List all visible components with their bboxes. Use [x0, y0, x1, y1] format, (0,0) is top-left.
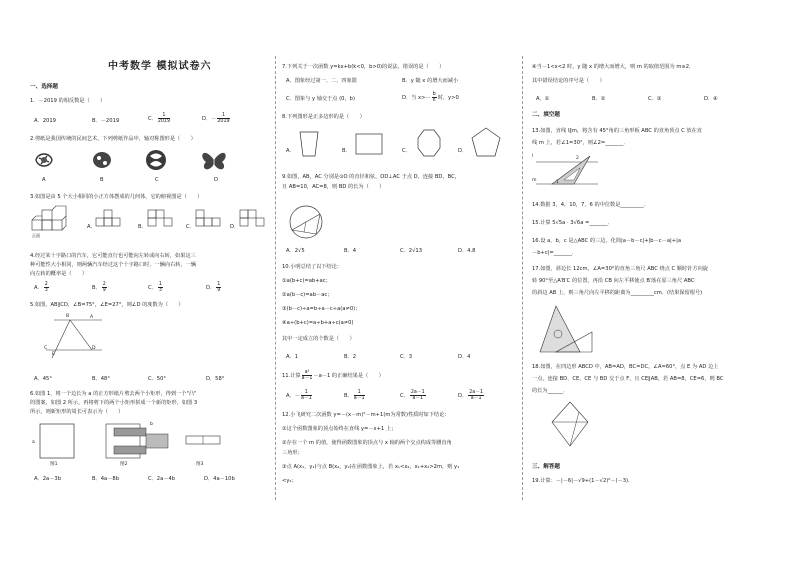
- question-17-line2: 转 90°至△A′B′C 的位置，再沿 CB 向左平移使点 B′落在原三角尺 ABC: [532, 278, 695, 284]
- q6-option-a: A．2a－3b: [34, 476, 61, 482]
- q3-front-label: 正面: [32, 233, 40, 238]
- question-3: 3.如图是由 5 个大小相同的小正方体摆成的几何体，它的俯视图是（ ）: [30, 194, 203, 200]
- question-12-line2: ①这个函数图象的顶点始终在直线 y=－x+1 上；: [282, 426, 397, 432]
- q2-option-d: D: [214, 177, 218, 183]
- q10-ask: 其中一定成立的个数是（ ）: [282, 336, 355, 342]
- q5-label-e: E: [52, 352, 55, 357]
- q11-option-a: A．－ $\frac{1}{a-1}$: [286, 390, 312, 401]
- q13-triangle-figure: [534, 152, 600, 192]
- question-16-line1: 16.设 a，b，c 是△ABC 的三边，化简|a－b－c|+|b－c－a|+|a: [532, 238, 682, 244]
- q10-option-c: C．3: [400, 354, 413, 360]
- section-answer-heading: 三、解答题: [532, 464, 560, 470]
- question-4-line3: 向左转的概率是（ ）: [30, 271, 88, 277]
- question-17-line1: 17.如图，斜边长 12cm，∠A=30°的直角三角尺 ABC 绕点 C 顺时针方向旋: [532, 266, 708, 272]
- q6-fig3-caption: 图3: [196, 462, 204, 467]
- question-8: 8.下列图形是正多边形的是（ ）: [282, 114, 365, 120]
- section-choice-heading: 一、选择题: [30, 84, 58, 90]
- papercut-butterfly-icon: [202, 153, 225, 169]
- q12-option-c: C．③: [648, 96, 662, 102]
- question-11: 11.计算 $\frac{\text{a²}}{a-1}$ －a－1 的正确结果是（ ）: [282, 370, 384, 381]
- q3-option-b: B．: [138, 224, 147, 230]
- q5-label-c: C: [44, 346, 48, 351]
- q1-option-a: A．2019: [34, 118, 56, 124]
- q6-option-d: D．4a－10b: [204, 476, 235, 482]
- q9-option-c: C．2√13: [400, 248, 423, 254]
- q12-option-a: A．①: [536, 96, 550, 102]
- q11-option-d: D． $\frac{2a-1}{a-1}$: [458, 390, 484, 401]
- q7-option-b: B．y 随 x 的增大而减小: [402, 78, 459, 84]
- q5-option-b: B．48°: [92, 376, 110, 382]
- q11-option-c: C． $\frac{2a-1}{a-1}$: [400, 390, 425, 401]
- q2-option-c: C: [155, 177, 159, 183]
- rectangle-icon: [356, 134, 382, 154]
- column-3: [532, 56, 784, 500]
- question-12-line4: 三角形；: [282, 450, 303, 456]
- question-6-line2: 的图案，如图 2 所示，再将剪下的两个小矩形拼成一个新的矩形，如图 3: [30, 400, 198, 406]
- q13-label-m: m: [532, 178, 537, 183]
- q8-option-b: B．: [342, 148, 351, 154]
- papercut-birds-icon: [146, 150, 166, 170]
- q18-quadrilateral-figure: [546, 400, 596, 448]
- q10-option-a: A．1: [286, 354, 299, 360]
- papercut-fish-icon: [93, 152, 111, 168]
- q9-circle-figure: [286, 202, 326, 242]
- column-1: [30, 56, 267, 500]
- question-18-line3: 的长为______．: [532, 388, 569, 394]
- q9-option-d: D．4.8: [458, 248, 476, 254]
- q6-option-b: B．4a－8b: [92, 476, 120, 482]
- top-view-b-icon: [148, 210, 172, 226]
- section-fill-heading: 二、填空题: [532, 112, 560, 118]
- question-2: 2.剪纸是我国传统的民间艺术，下列剪纸作品中，轴对称图形是（ ）: [30, 136, 196, 142]
- q5-option-a: A．45°: [34, 376, 52, 382]
- q13-label-l: l: [532, 154, 534, 159]
- q1-option-c: C． $\frac{1}{2019}$: [148, 113, 171, 124]
- question-17-line3: 的斜边 AB 上，则三角尺向左平移的距离为_________cm．(结果保留根号): [532, 290, 703, 296]
- q5-label-a: A: [90, 315, 94, 320]
- q2-option-a: A: [42, 177, 46, 183]
- question-16-line2: －b+c|=_______．: [532, 250, 578, 256]
- q10-option-d: D．4: [458, 354, 471, 360]
- q7-option-d: D．当 x>－ $\frac{b}{k}$ 时，y>0: [402, 92, 459, 103]
- question-12-line5: ③点 A(x₁，y₁)与点 B(x₂，y₂)在函数图象上，若 x₁<x₂，x₁+x₂>2m，则 y₁: [282, 464, 460, 470]
- q4-option-d: D． $\frac{1}{9}$: [206, 282, 221, 293]
- question-12-line7: ④当－1<x<2 时，y 随 x 的增大而增大，则 m 的取值范围为 m≥2．: [532, 64, 695, 70]
- q7-option-c: C．图象与 y 轴交于点 (0，b): [286, 96, 355, 102]
- q2-papercut-figures: [34, 146, 254, 176]
- q12-option-d: D．④: [704, 96, 718, 102]
- q5-option-c: C．50°: [148, 376, 167, 382]
- q8-option-c: C．: [402, 148, 411, 154]
- top-view-a-icon: [96, 210, 120, 226]
- q17-rotation-figure: [536, 302, 596, 358]
- question-4-line2: 种可能性大小相同，则两辆汽车经过这个十字路口时，一辆向右转，一辆: [30, 262, 197, 268]
- question-12-line1: 12.小飞研究二次函数 y=－(x－m)²－m+1(m为常数)性质时如下结论：: [282, 412, 450, 418]
- q6-label-a: a: [32, 440, 35, 445]
- q5-option-d: D．58°: [206, 376, 225, 382]
- top-view-c-icon: [196, 210, 220, 226]
- q3-option-a: A．: [87, 224, 96, 230]
- question-9-line2: 且 AB=10，AC=8，则 BD 的长为（ ）: [282, 184, 385, 190]
- q8-polygon-figures: [282, 126, 518, 162]
- question-13-line2: 线 m 上，若∠1=30°，则∠2=_______．: [532, 140, 629, 146]
- question-18-line1: 18.如图，在四边形 ABCD 中，AB=AD，BC=DC，∠A=60°，点 E 为 AD 边上: [532, 364, 719, 370]
- page-title: 中考数学 模拟试卷六: [108, 61, 212, 72]
- q3-option-c: C．: [186, 224, 195, 230]
- question-12-line3: ②存在一个 m 的值，使得函数图象的顶点与 x 轴的两个交点构成等腰直角: [282, 440, 452, 446]
- q10-item-2: ②a(b－c)=ab－ac；: [282, 292, 333, 298]
- q5-label-b: B: [66, 314, 70, 319]
- question-12-line8: 其中错误结论的序号是（ ）: [532, 78, 605, 84]
- question-19: 19.计算：－|－6|－√9+(1－√2)⁰－(－3)．: [532, 478, 634, 484]
- trapezoid-icon: [300, 132, 318, 156]
- exam-page: [30, 56, 784, 500]
- q6-fig2-caption: 图2: [120, 462, 128, 467]
- question-1: 1．－2019 的相反数是（ ）: [30, 98, 106, 104]
- q4-option-b: B． $\frac{2}{9}$: [92, 282, 106, 293]
- q4-option-a: A． $\frac{2}{3}$: [34, 282, 48, 293]
- q6-rectangle-figures: [34, 418, 264, 468]
- q5-label-d: D: [92, 346, 96, 351]
- q1-option-d: D．－ $\frac{1}{2019}$: [202, 113, 230, 124]
- octagon-icon: [418, 130, 440, 156]
- q3-option-d: D．: [230, 224, 240, 230]
- q9-option-b: B．4: [344, 248, 357, 254]
- question-6-line1: 6.如图 1，将一个边长为 a 的正方形纸片剪去两个小矩形，得到一个"凸": [30, 391, 197, 397]
- column-2: [282, 56, 519, 500]
- question-6-line3: 所示，则新矩形的周长可表示为（ ）: [30, 409, 124, 415]
- question-9-line1: 9.如图，AB，AC 分别是⊙O 的直径和弦，OD⊥AC 于点 D，连接 BD，BC，: [282, 174, 460, 180]
- top-view-d-icon: [240, 210, 264, 226]
- q10-item-1: ①a(b+c)=ab+ac；: [282, 278, 331, 284]
- q8-option-d: D．: [458, 148, 468, 154]
- q4-option-c: C． $\frac{1}{3}$: [148, 282, 162, 293]
- question-14: 14.数据 3，4，10，7，6 的中位数是_________．: [532, 202, 649, 208]
- question-12-line6: <y₂；: [282, 478, 297, 484]
- q8-option-a: A．: [286, 148, 295, 154]
- q13-label-2: 2: [576, 156, 579, 161]
- q10-item-3: ③(b－c)÷a=b÷a－c÷a(a≠0)；: [282, 306, 361, 312]
- pentagon-icon: [472, 128, 500, 156]
- cube-solid-icon: [32, 206, 66, 230]
- q1-option-b: B．－2019: [92, 118, 120, 124]
- q12-option-b: B．②: [592, 96, 606, 102]
- q10-option-b: B．2: [344, 354, 357, 360]
- question-15: 15.计算 5√5a · 3√6a =_______．: [532, 220, 613, 226]
- question-13-line1: 13.如图，直线 l∥m，将含有 45°角的三角形板 ABC 的直角顶点 C 放在直: [532, 128, 702, 134]
- q10-item-4: ④a÷(b+c)=a÷b+a÷c(a≠0): [282, 320, 354, 326]
- question-7: 7.下列关于一次函数 y=kx+b(k<0，b>0)的说法，错误的是（ ）: [282, 64, 445, 70]
- question-4-line1: 4.经过某十字路口的汽车，它可能直行也可能向左转或向右转，如果这三: [30, 253, 196, 259]
- q11-option-b: B． $\frac{1}{a-1}$: [344, 390, 365, 401]
- q2-option-b: B: [100, 177, 104, 183]
- papercut-dragon-icon: [36, 154, 52, 166]
- question-5: 5.如图，AB∥CD，∠B=75°，∠E=27°，则∠D 的度数为（ ）: [30, 302, 184, 308]
- q9-option-a: A．2√5: [286, 248, 305, 254]
- question-18-line2: 一点，连接 BD、CE，CE 与 BD 交于点 F，且 CE∥AB，若 AB=8，CE=6，则 BC: [532, 376, 724, 382]
- q13-label-1: 1: [556, 180, 559, 185]
- q6-option-c: C．2a－4b: [148, 476, 176, 482]
- q6-label-b: b: [150, 422, 153, 427]
- question-10: 10.小明总结了以下结论：: [282, 264, 343, 270]
- q7-option-a: A．图象经过第一、二、四象限: [286, 78, 357, 84]
- q6-fig1-caption: 图1: [50, 462, 58, 467]
